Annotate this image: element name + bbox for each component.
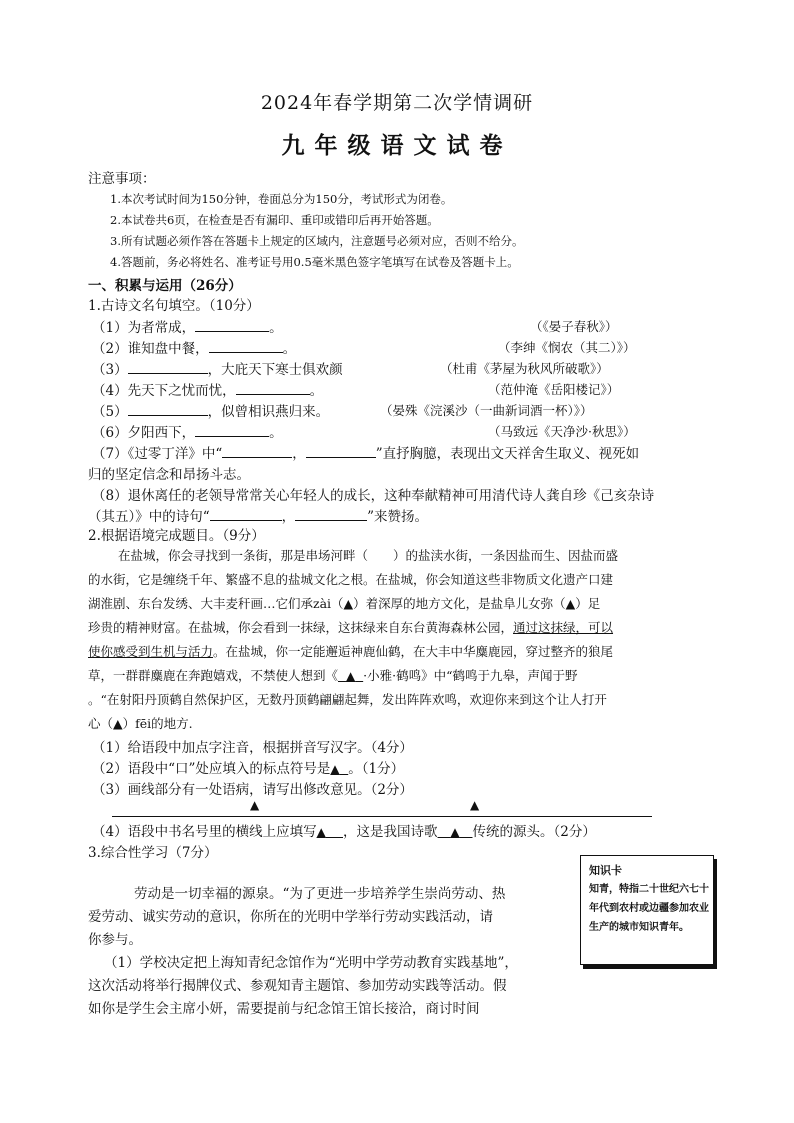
exam-subtitle: 九年级语文试卷 — [281, 132, 513, 159]
knowledge-card — [580, 855, 714, 965]
sub-question-3: （3）画线部分有一处语病，请写出修改意见。（2分） — [92, 782, 413, 798]
poem-line-8-cont: （其五）》中的诗句“ ， ”来赞扬。 — [88, 509, 429, 525]
poem-source-2: （李绅《悯农（其二）》） — [498, 340, 636, 355]
knowledge-card-body: 知青，特指二十世纪六七十年代到农村或边疆参加农业生产的城市知识青年。 — [589, 884, 709, 933]
section-heading: 一、积累与运用（26分） — [88, 278, 242, 294]
q3-paragraph-line: 劳动是一切幸福的源泉。“为了更进一步培养学生崇尚劳动、热 — [134, 886, 506, 902]
passage-line: 在盐城，你会寻找到一条街，那是串场河畔（ ）的盐渎水街，一条因盐而生、因盐而盛 — [118, 548, 619, 563]
exam-title: 2024年春学期第二次学情调研 — [260, 92, 534, 114]
sub-question-1: （1）给语段中加点字注音，根据拼音写汉字。（4分） — [92, 740, 413, 756]
poem-line-8: （8）退休离任的老领导常常关心年轻人的成长，这种奉献精神可用清代诗人龚自珍《己亥杂诗 — [92, 488, 655, 504]
passage-line: 草，一群群麋鹿在奔跑嬉戏，不禁使人想到《 ▲ ·小雅·鹤鸣》中“鹤鸣于九皋，声闻于野 — [88, 668, 578, 683]
poem-line-5: （5） ，似曾相识燕归来。 — [92, 404, 330, 420]
answer-marker: ▲ — [470, 798, 480, 812]
question-2-stem: 2.根据语境完成题目。（9分） — [88, 528, 265, 544]
underlined-sentence: 使你感受到生机与活力 — [88, 644, 214, 659]
poem-source-5: （晏殊《浣溪沙（一曲新词酒一杯）》） — [380, 403, 593, 418]
passage-line: 心（▲）fēi的地方. — [88, 716, 193, 731]
q3-paragraph-line: 这次活动将举行揭牌仪式、参观知青主题馆、参加劳动实践等活动。假 — [88, 978, 507, 994]
passage-line: 使你感受到生机与活力。在盐城，你一定能邂逅神鹿仙鹤，在大丰中华麋鹿园，穿过整齐的狼尾 — [88, 644, 614, 659]
passage-line: 湖淮剧、东台发绣、大丰麦秆画…它们承zài（▲）着深厚的地方文化，是盐阜儿女弥（▲）足 — [88, 596, 601, 611]
poem-line-4: （4）先天下之忧而忧， 。 — [92, 383, 324, 399]
poem-line-2: （2）谁知盘中餐， 。 — [92, 341, 297, 357]
notes-heading: 注意事项： — [88, 171, 156, 187]
poem-source-3: （杜甫《茅屋为秋风所破歌》） — [440, 361, 609, 376]
poem-source-6: （马致远《天净沙·秋思》） — [488, 424, 636, 439]
q3-paragraph-line: 你参与。 — [88, 932, 142, 948]
q3-paragraph-line: 爱劳动、诚实劳动的意识，你所在的光明中学举行劳动实践活动，请 — [88, 909, 493, 925]
answer-line[interactable] — [112, 800, 652, 817]
question-3-stem: 3.综合性学习（7分） — [88, 845, 218, 861]
poem-line-3: （3） ，大庇天下寒士俱欢颜 — [92, 362, 343, 378]
q3-paragraph-line: （1）学校决定把上海知青纪念馆作为“光明中学劳动教育实践基地”， — [104, 955, 518, 971]
passage-line: 的水街，它是缠绕千年、繁盛不息的盐城文化之根。在盐城，你会知道这些非物质文化遗产口建 — [88, 572, 614, 587]
poem-line-6: （6）夕阳西下， 。 — [92, 425, 283, 441]
note-item: 2.本试卷共6页，在检查是否有漏印、重印或错印后再开始答题。 — [110, 213, 439, 227]
underlined-sentence: 通过这抹绿，可以 — [513, 620, 614, 635]
question-1-stem: 1.古诗文名句填空。（10分） — [88, 298, 260, 314]
answer-marker: ▲ — [250, 798, 260, 812]
note-item: 1.本次考试时间为150分钟，卷面总分为150分，考试形式为闭卷。 — [110, 192, 453, 206]
knowledge-card-title: 知识卡 — [589, 864, 622, 877]
passage-line: 珍贵的精神财富。在盐城，你会看到一抹绿，这抹绿来自东台黄海森林公园，通过这抹绿，可以 — [88, 620, 614, 635]
q3-paragraph-line: 如你是学生会主席小妍，需要提前与纪念馆王馆长接洽，商讨时间 — [88, 1001, 480, 1017]
passage-line: 。“在射阳丹顶鹤自然保护区，无数丹顶鹤翩翩起舞，发出阵阵欢鸣，欢迎你来到这个让人打开 — [88, 692, 607, 707]
sub-question-4: （4）语段中书名号里的横线上应填写▲ ，这是我国诗歌 ▲ 传统的源头。（2分） — [92, 824, 596, 840]
poem-source-1: （《晏子春秋》） — [530, 319, 618, 334]
sub-question-2: （2）语段中“口”处应填入的标点符号是▲ 。（1分） — [92, 761, 405, 777]
poem-line-7: （7）《过零丁洋》中“ ， ”直抒胸臆，表现出文天祥舍生取义、视死如 — [92, 446, 640, 462]
note-item: 3.所有试题必须作答在答题卡上规定的区域内，注意题号必须对应，否则不给分。 — [110, 234, 524, 248]
note-item: 4.答题前，务必将姓名、准考证号用0.5毫米黑色签字笔填写在试卷及答题卡上。 — [110, 255, 519, 269]
poem-source-4: （范仲淹《岳阳楼记》） — [488, 382, 620, 397]
poem-line-1: （1）为者常成， 。 — [92, 320, 283, 336]
poem-line-7-cont: 归的坚定信念和昂扬斗志。 — [88, 467, 250, 483]
